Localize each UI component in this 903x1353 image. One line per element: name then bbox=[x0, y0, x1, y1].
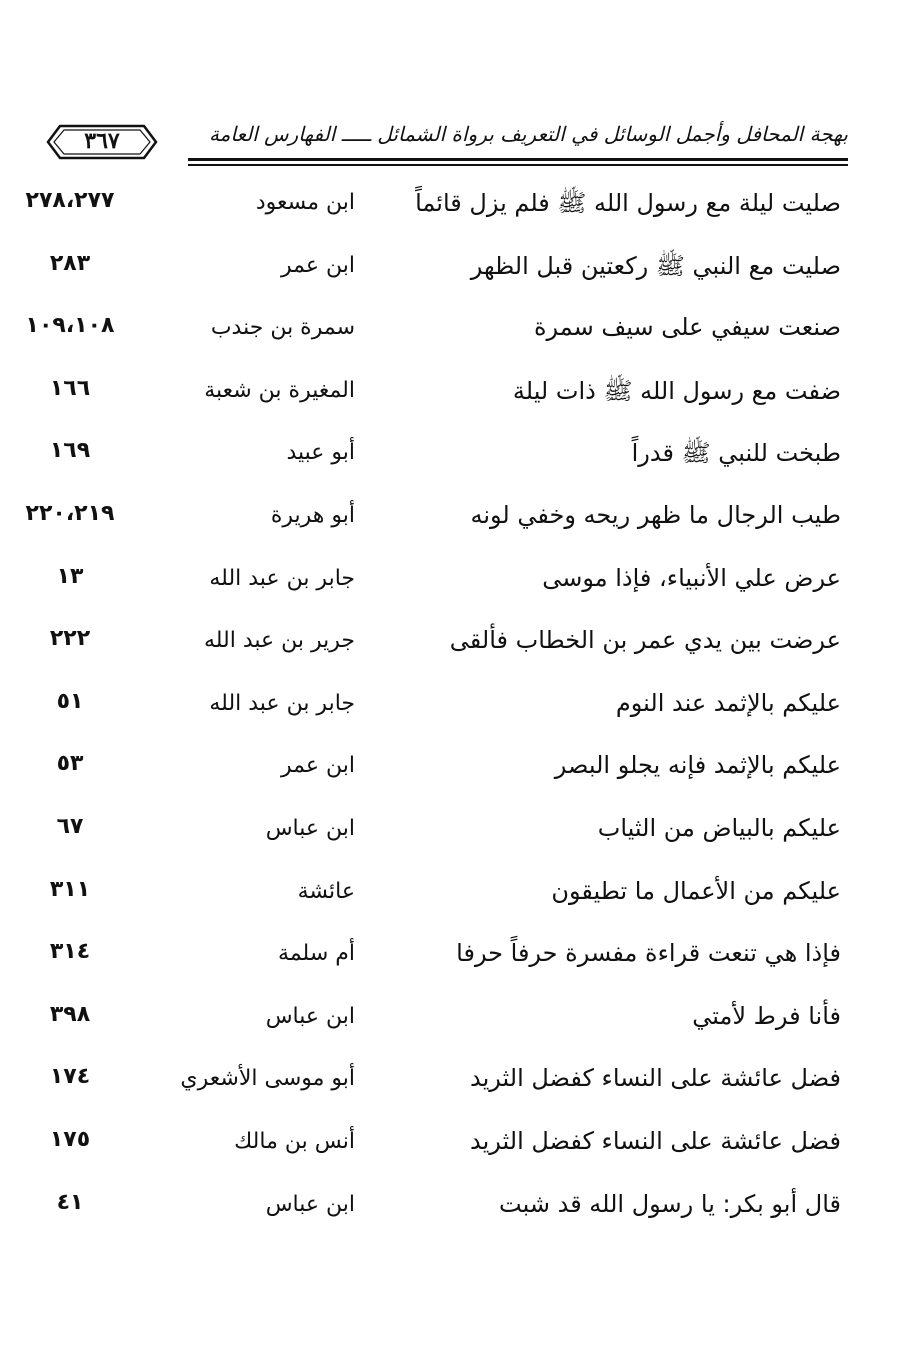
page-refs: ١٧٥ bbox=[49, 1126, 91, 1152]
page-refs: ١٠٩،١٠٨ bbox=[25, 313, 115, 339]
table-row bbox=[0, 741, 903, 804]
narrator-name: ابن عمر bbox=[281, 252, 355, 278]
page-header bbox=[38, 118, 848, 170]
table-row bbox=[0, 366, 903, 429]
narrator-name: ابن عمر bbox=[281, 753, 355, 779]
hadith-text: صنعت سيفي على سيف سمرة bbox=[533, 313, 841, 342]
page-number: ٣٦٧ bbox=[84, 128, 120, 154]
hadith-text: عرض علي الأنبياء، فإذا موسى bbox=[542, 563, 841, 592]
hadith-text: عليكم من الأعمال ما تطيقون bbox=[551, 876, 841, 905]
narrator-name: أبو عبيد bbox=[286, 440, 355, 466]
page-refs: ١٦٦ bbox=[49, 375, 91, 401]
header-rule-thin bbox=[188, 164, 848, 166]
hadith-text: فإذا هي تنعت قراءة مفسرة حرفاً حرفا bbox=[456, 939, 841, 968]
hadith-text: طبخت للنبي ﷺ قدراً bbox=[631, 439, 841, 468]
hadith-text: صليت مع النبي ﷺ ركعتين قبل الظهر bbox=[470, 251, 841, 280]
page-refs: ١٧٤ bbox=[49, 1064, 91, 1090]
narrator-name: أم سلمة bbox=[278, 941, 355, 967]
narrator-name: المغيرة بن شعبة bbox=[204, 377, 355, 403]
narrator-name: ابن عباس bbox=[265, 815, 355, 841]
narrator-name: ابن مسعود bbox=[255, 190, 355, 215]
page-refs: ٥١ bbox=[56, 688, 84, 714]
page-refs: ١٣ bbox=[56, 563, 84, 589]
table-row bbox=[0, 1054, 903, 1117]
narrator-name: جرير بن عبد الله bbox=[203, 628, 355, 654]
hadith-text: فضل عائشة على النساء كفضل الثريد bbox=[470, 1126, 841, 1155]
hadith-text: صليت ليلة مع رسول الله ﷺ فلم يزل قائماً bbox=[415, 189, 841, 217]
table-row bbox=[0, 679, 903, 742]
page-refs: ٣١١ bbox=[49, 876, 91, 902]
table-row bbox=[0, 867, 903, 930]
page-refs: ١٦٩ bbox=[49, 438, 91, 464]
narrator-name: ابن عباس bbox=[265, 1191, 355, 1217]
narrator-name: سمرة بن جندب bbox=[210, 315, 355, 341]
hadith-text: قال أبو بكر: يا رسول الله قد شبت bbox=[499, 1189, 841, 1218]
table-row bbox=[0, 491, 903, 554]
hadith-text: عليكم بالإثمد فإنه يجلو البصر bbox=[554, 751, 841, 780]
table-row bbox=[0, 303, 903, 366]
page-number-badge bbox=[46, 124, 158, 160]
narrator-name: عائشة bbox=[297, 878, 355, 904]
narrator-name: جابر بن عبد الله bbox=[209, 690, 355, 716]
table-row bbox=[0, 428, 903, 491]
hadith-text: عليكم بالبياض من الثياب bbox=[597, 813, 841, 842]
hadith-text: فأنا فرط لأمتي bbox=[692, 1001, 841, 1030]
table-row bbox=[0, 804, 903, 867]
page-refs: ٣٩٨ bbox=[49, 1001, 91, 1027]
header-rule-thick bbox=[188, 158, 848, 161]
hadith-text: فضل عائشة على النساء كفضل الثريد bbox=[470, 1064, 841, 1093]
narrator-name: ابن عباس bbox=[265, 1003, 355, 1029]
hadith-text: ضفت مع رسول الله ﷺ ذات ليلة bbox=[512, 376, 841, 405]
table-row bbox=[0, 554, 903, 617]
page-refs: ٦٧ bbox=[56, 813, 84, 839]
table-row bbox=[0, 992, 903, 1055]
page-refs: ٢٢٠،٢١٩ bbox=[25, 500, 115, 526]
table-row bbox=[0, 1117, 903, 1180]
running-title: بهجة المحافل وأجمل الوسائل في التعريف برواة الشمائل ـــــ الفهارس العامة bbox=[208, 122, 848, 146]
table-row bbox=[0, 929, 903, 992]
table-row bbox=[0, 616, 903, 679]
page-refs: ٢٨٣ bbox=[49, 250, 91, 276]
narrator-name: أبو موسى الأشعري bbox=[180, 1066, 355, 1092]
page-refs: ٢٧٨،٢٧٧ bbox=[25, 188, 115, 213]
table-row bbox=[0, 1180, 903, 1243]
narrator-name: جابر بن عبد الله bbox=[209, 565, 355, 591]
page-refs: ٤١ bbox=[56, 1189, 84, 1215]
hadith-text: عرضت بين يدي عمر بن الخطاب فألقى bbox=[449, 626, 841, 655]
narrator-name: أنس بن مالك bbox=[234, 1128, 355, 1154]
narrator-name: أبو هريرة bbox=[270, 502, 355, 528]
table-row bbox=[0, 178, 903, 241]
page-refs: ٢٢٢ bbox=[49, 626, 91, 652]
page-refs: ٥٣ bbox=[56, 751, 84, 777]
index-table bbox=[0, 178, 903, 1242]
page-refs: ٣١٤ bbox=[49, 939, 91, 965]
table-row bbox=[0, 241, 903, 304]
hadith-text: طيب الرجال ما ظهر ريحه وخفي لونه bbox=[470, 500, 841, 529]
hadith-text: عليكم بالإثمد عند النوم bbox=[615, 688, 841, 717]
